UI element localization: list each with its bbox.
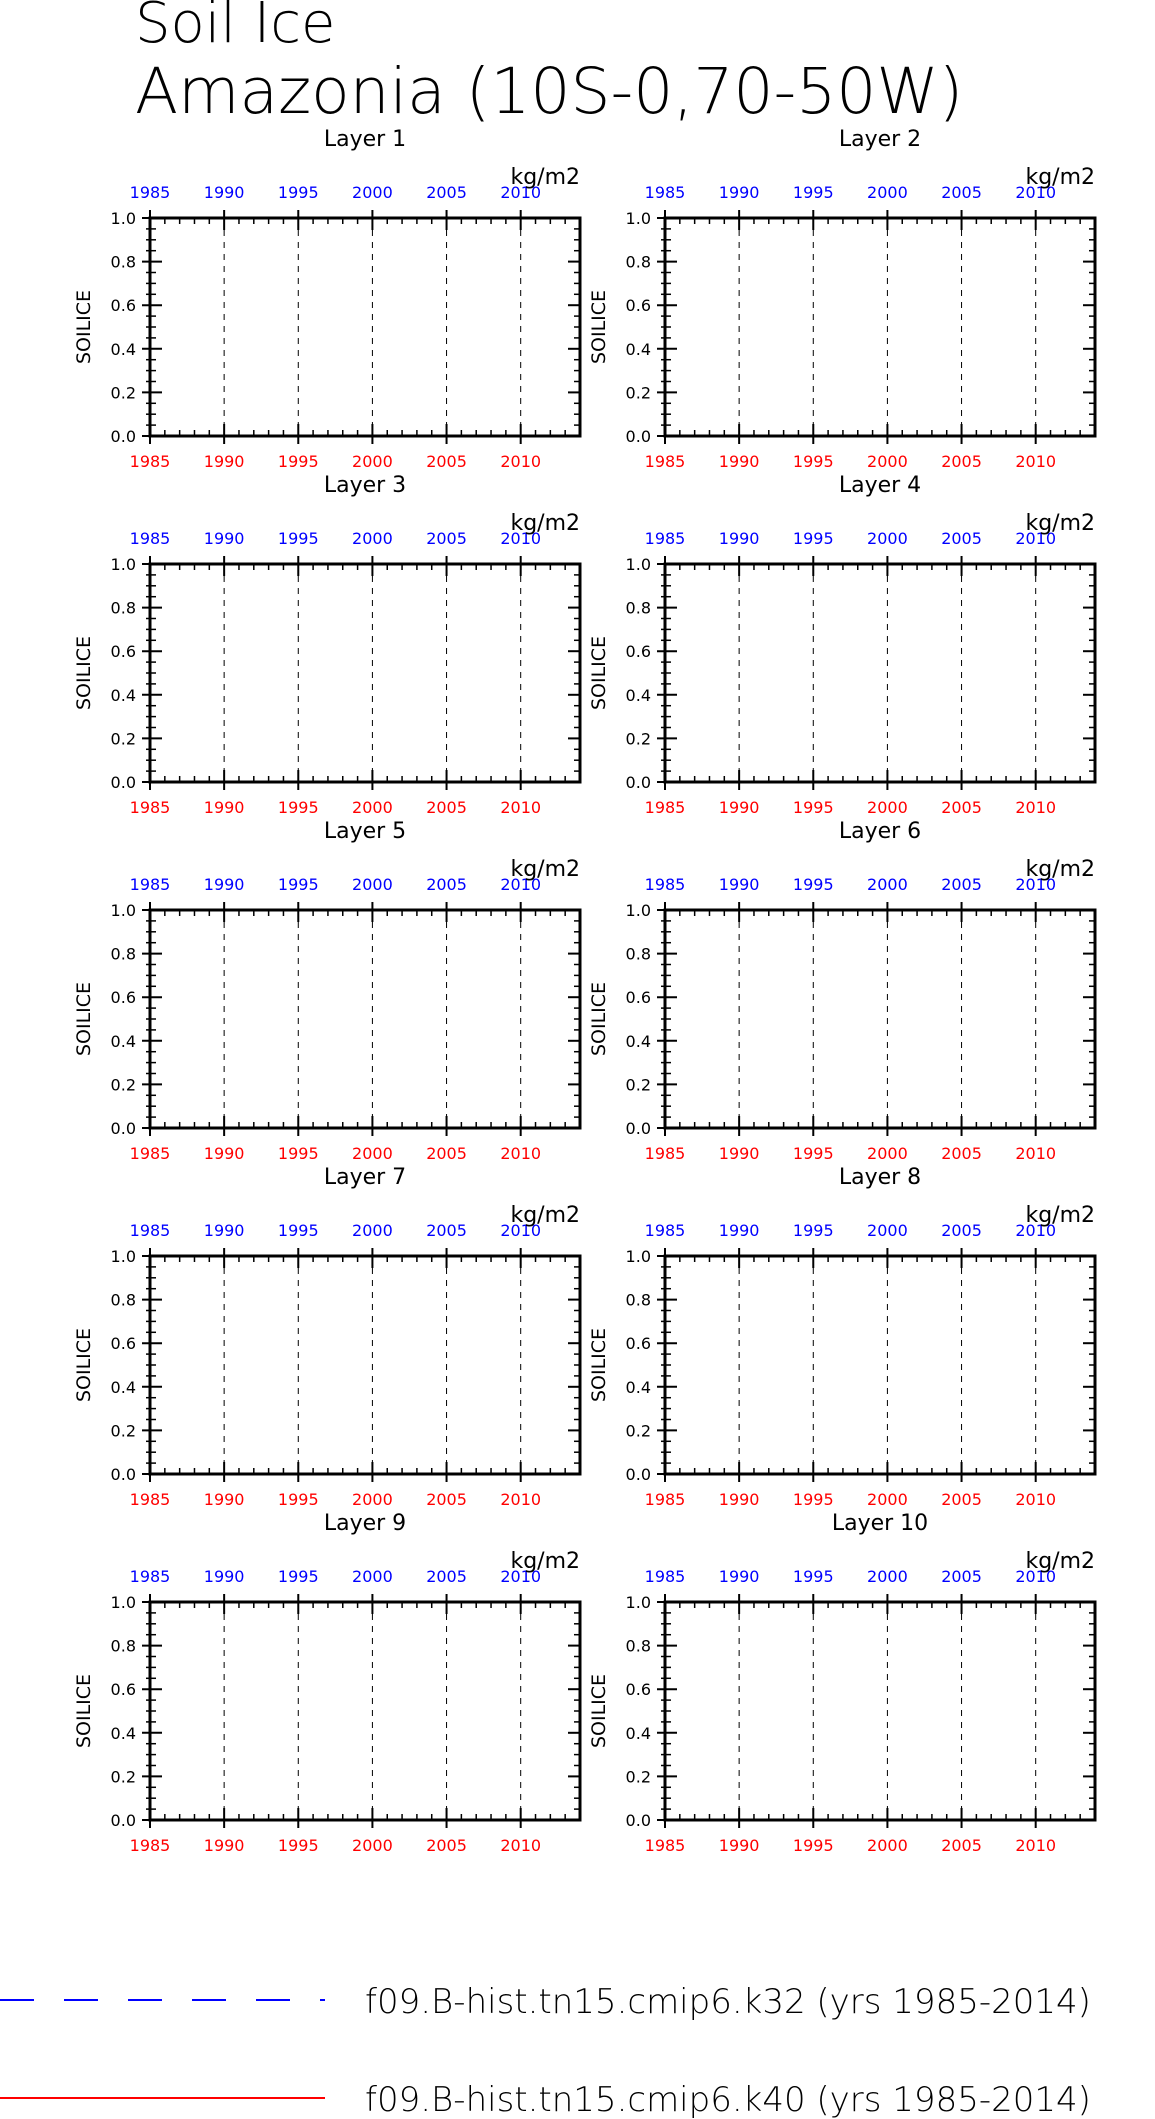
y-tick-label: 0.2 — [110, 1075, 136, 1095]
chart-panel-layer-9 — [73, 1511, 580, 1855]
x-tick-label-bottom: 1995 — [277, 798, 319, 817]
plot-frame — [150, 1256, 580, 1474]
legend-label: f09.B-hist.tn15.cmip6.k32 (yrs 1985-2014) — [365, 1982, 1091, 2022]
x-tick-label-bottom: 1990 — [203, 798, 245, 817]
chart-panel-layer-10 — [588, 1511, 1095, 1855]
panel-title: Layer 5 — [323, 819, 407, 844]
x-tick-label-top: 2005 — [941, 183, 982, 202]
units-label: kg/m2 — [510, 165, 580, 190]
y-tick-label: 0.6 — [625, 988, 651, 1008]
y-tick-label: 0.2 — [625, 1075, 651, 1095]
x-tick-label-bottom: 1995 — [277, 452, 319, 471]
y-tick-label: 0.0 — [625, 427, 651, 446]
x-tick-label-top: 2000 — [352, 1221, 393, 1240]
x-tick-label-bottom: 1995 — [792, 1144, 834, 1163]
x-tick-label-bottom: 2005 — [941, 798, 982, 817]
x-tick-label-top: 1990 — [203, 1221, 245, 1240]
x-tick-label-top: 1990 — [203, 875, 245, 894]
x-tick-label-top: 1990 — [203, 1567, 245, 1586]
figure-title-line1: Soil Ice — [135, 0, 336, 56]
x-tick-label-bottom: 1985 — [644, 1144, 686, 1163]
x-tick-label-top: 2000 — [352, 183, 393, 202]
x-tick-label-bottom: 2010 — [1015, 452, 1057, 471]
x-tick-label-top: 2005 — [426, 529, 467, 548]
x-tick-label-bottom: 1995 — [792, 452, 834, 471]
x-tick-label-top: 1990 — [718, 1221, 760, 1240]
x-tick-label-top: 2000 — [867, 1567, 908, 1586]
x-tick-label-bottom: 1995 — [792, 1490, 834, 1509]
x-tick-label-top: 1995 — [277, 1567, 319, 1586]
y-tick-label: 1.0 — [110, 555, 136, 574]
x-tick-label-bottom: 1990 — [203, 1836, 245, 1855]
panel-title: Layer 4 — [838, 473, 922, 498]
plot-frame — [150, 1602, 580, 1820]
x-tick-label-bottom: 1990 — [203, 452, 245, 471]
x-tick-label-top: 1995 — [277, 183, 319, 202]
y-tick-label: 0.4 — [110, 1723, 136, 1743]
x-tick-label-top: 2010 — [500, 875, 542, 894]
y-tick-label: 0.2 — [110, 1767, 136, 1787]
y-axis-label: SOILICE — [73, 1327, 95, 1403]
y-tick-label: 0.6 — [110, 988, 136, 1008]
y-tick-label: 0.8 — [110, 598, 136, 618]
y-tick-label: 0.0 — [625, 1811, 651, 1830]
panel-title: Layer 8 — [838, 1165, 922, 1190]
y-tick-label: 0.8 — [110, 1290, 136, 1310]
x-tick-label-bottom: 2000 — [867, 1490, 908, 1509]
y-tick-label: 0.6 — [110, 1334, 136, 1354]
figure-title-line2: Amazonia (10S-0,70-50W) — [135, 55, 964, 128]
panel-title: Layer 6 — [838, 819, 922, 844]
x-tick-label-top: 2010 — [1015, 1221, 1057, 1240]
plot-frame — [665, 1256, 1095, 1474]
x-tick-label-bottom: 2010 — [500, 1836, 542, 1855]
x-tick-label-bottom: 2010 — [1015, 798, 1057, 817]
y-axis-label: SOILICE — [73, 1673, 95, 1749]
y-tick-label: 0.6 — [625, 1334, 651, 1354]
y-tick-label: 0.2 — [110, 729, 136, 749]
y-tick-label: 0.4 — [110, 339, 136, 359]
y-tick-label: 0.2 — [625, 1767, 651, 1787]
y-tick-label: 0.4 — [625, 339, 651, 359]
y-tick-label: 0.8 — [110, 944, 136, 964]
y-tick-label: 1.0 — [625, 555, 651, 574]
x-tick-label-top: 1990 — [718, 183, 760, 202]
x-tick-label-top: 2000 — [352, 529, 393, 548]
x-tick-label-bottom: 1990 — [718, 452, 760, 471]
x-tick-label-top: 1985 — [644, 1567, 686, 1586]
x-tick-label-bottom: 2010 — [500, 1144, 542, 1163]
chart-panel-layer-6 — [588, 819, 1095, 1163]
y-tick-label: 0.8 — [625, 1636, 651, 1656]
x-tick-label-bottom: 2000 — [352, 1836, 393, 1855]
x-tick-label-top: 1985 — [644, 529, 686, 548]
x-tick-label-top: 1995 — [277, 1221, 319, 1240]
plot-frame — [665, 1602, 1095, 1820]
y-tick-label: 0.0 — [625, 1119, 651, 1138]
x-tick-label-top: 1985 — [129, 1221, 171, 1240]
x-tick-label-bottom: 2010 — [1015, 1836, 1057, 1855]
plot-frame — [150, 910, 580, 1128]
plot-frame — [665, 910, 1095, 1128]
x-tick-label-bottom: 1985 — [644, 1836, 686, 1855]
units-label: kg/m2 — [1025, 1203, 1095, 1228]
y-tick-label: 0.6 — [625, 296, 651, 316]
y-tick-label: 0.0 — [110, 1465, 136, 1484]
x-tick-label-top: 1990 — [203, 529, 245, 548]
y-tick-label: 1.0 — [625, 209, 651, 228]
x-tick-label-top: 2005 — [426, 1221, 467, 1240]
x-tick-label-top: 2010 — [1015, 875, 1057, 894]
chart-panel-layer-8 — [588, 1165, 1095, 1509]
panel-title: Layer 2 — [838, 127, 922, 152]
y-axis-label: SOILICE — [588, 1327, 610, 1403]
y-axis-label: SOILICE — [588, 981, 610, 1057]
x-tick-label-bottom: 2000 — [867, 452, 908, 471]
chart-panel-layer-7 — [73, 1165, 580, 1509]
x-tick-label-top: 2000 — [352, 1567, 393, 1586]
x-tick-label-top: 1995 — [792, 1221, 834, 1240]
y-tick-label: 0.0 — [625, 773, 651, 792]
x-tick-label-top: 2005 — [941, 1221, 982, 1240]
x-tick-label-bottom: 2010 — [500, 452, 542, 471]
y-axis-label: SOILICE — [588, 1673, 610, 1749]
x-tick-label-top: 1990 — [718, 875, 760, 894]
x-tick-label-top: 2010 — [1015, 1567, 1057, 1586]
x-tick-label-top: 2000 — [867, 529, 908, 548]
x-tick-label-bottom: 2005 — [941, 1836, 982, 1855]
y-tick-label: 0.0 — [110, 1811, 136, 1830]
y-tick-label: 0.4 — [625, 1377, 651, 1397]
y-axis-label: SOILICE — [73, 635, 95, 711]
x-tick-label-bottom: 2000 — [352, 1490, 393, 1509]
x-tick-label-top: 2005 — [426, 875, 467, 894]
y-tick-label: 0.0 — [110, 1119, 136, 1138]
chart-panel-layer-3 — [73, 473, 580, 817]
y-tick-label: 0.4 — [625, 1031, 651, 1051]
x-tick-label-bottom: 2010 — [1015, 1490, 1057, 1509]
x-tick-label-top: 2010 — [500, 183, 542, 202]
x-tick-label-bottom: 1995 — [277, 1490, 319, 1509]
y-tick-label: 0.8 — [625, 944, 651, 964]
y-tick-label: 0.4 — [625, 1723, 651, 1743]
y-axis-label: SOILICE — [73, 289, 95, 365]
x-tick-label-bottom: 2005 — [426, 1490, 467, 1509]
y-tick-label: 1.0 — [625, 1247, 651, 1266]
y-tick-label: 0.0 — [625, 1465, 651, 1484]
x-tick-label-top: 1985 — [129, 183, 171, 202]
units-label: kg/m2 — [1025, 511, 1095, 536]
x-tick-label-top: 2010 — [500, 529, 542, 548]
panel-title: Layer 3 — [323, 473, 407, 498]
x-tick-label-bottom: 1985 — [644, 798, 686, 817]
y-tick-label: 0.6 — [110, 642, 136, 662]
x-tick-label-top: 1995 — [277, 529, 319, 548]
y-tick-label: 0.8 — [625, 252, 651, 272]
x-tick-label-bottom: 2000 — [352, 452, 393, 471]
x-tick-label-top: 2010 — [1015, 529, 1057, 548]
units-label: kg/m2 — [1025, 165, 1095, 190]
y-tick-label: 0.0 — [110, 773, 136, 792]
x-tick-label-bottom: 1985 — [644, 1490, 686, 1509]
y-tick-label: 1.0 — [625, 1593, 651, 1612]
y-axis-label: SOILICE — [73, 981, 95, 1057]
units-label: kg/m2 — [1025, 1549, 1095, 1574]
x-tick-label-top: 1995 — [792, 183, 834, 202]
x-tick-label-bottom: 1995 — [792, 1836, 834, 1855]
x-tick-label-top: 1995 — [277, 875, 319, 894]
x-tick-label-bottom: 2005 — [426, 798, 467, 817]
y-tick-label: 0.2 — [625, 729, 651, 749]
x-tick-label-top: 2005 — [941, 875, 982, 894]
x-tick-label-bottom: 2005 — [426, 452, 467, 471]
x-tick-label-top: 2005 — [941, 1567, 982, 1586]
x-tick-label-top: 1995 — [792, 875, 834, 894]
x-tick-label-top: 2010 — [500, 1221, 542, 1240]
panels-group — [73, 127, 1095, 1855]
units-label: kg/m2 — [510, 1203, 580, 1228]
x-tick-label-top: 1985 — [129, 1567, 171, 1586]
y-axis-label: SOILICE — [588, 289, 610, 365]
legend-label: f09.B-hist.tn15.cmip6.k40 (yrs 1985-2014) — [365, 2080, 1091, 2119]
x-tick-label-bottom: 1990 — [203, 1144, 245, 1163]
x-tick-label-top: 2000 — [867, 183, 908, 202]
y-tick-label: 0.2 — [625, 383, 651, 403]
panel-title: Layer 1 — [323, 127, 407, 152]
x-tick-label-bottom: 2005 — [426, 1836, 467, 1855]
x-tick-label-top: 1985 — [129, 875, 171, 894]
chart-panel-layer-2 — [588, 127, 1095, 471]
x-tick-label-bottom: 2005 — [426, 1144, 467, 1163]
x-tick-label-bottom: 2010 — [1015, 1144, 1057, 1163]
panel-title: Layer 10 — [831, 1511, 929, 1536]
x-tick-label-bottom: 1985 — [129, 1836, 171, 1855]
y-tick-label: 0.8 — [625, 1290, 651, 1310]
x-tick-label-bottom: 1985 — [129, 798, 171, 817]
x-tick-label-top: 2010 — [1015, 183, 1057, 202]
x-tick-label-bottom: 2005 — [941, 1490, 982, 1509]
chart-panel-layer-4 — [588, 473, 1095, 817]
chart-panel-layer-5 — [73, 819, 580, 1163]
y-tick-label: 0.2 — [625, 1421, 651, 1441]
x-tick-label-top: 1985 — [644, 1221, 686, 1240]
x-tick-label-bottom: 1985 — [644, 452, 686, 471]
x-tick-label-bottom: 1990 — [718, 1144, 760, 1163]
x-tick-label-bottom: 2005 — [941, 452, 982, 471]
x-tick-label-top: 2000 — [352, 875, 393, 894]
x-tick-label-top: 2000 — [867, 1221, 908, 1240]
x-tick-label-top: 1995 — [792, 1567, 834, 1586]
x-tick-label-top: 2005 — [426, 183, 467, 202]
plot-frame — [665, 218, 1095, 436]
x-tick-label-bottom: 1990 — [203, 1490, 245, 1509]
y-axis-label: SOILICE — [588, 635, 610, 711]
x-tick-label-top: 1990 — [718, 1567, 760, 1586]
x-tick-label-bottom: 2005 — [941, 1144, 982, 1163]
y-tick-label: 0.0 — [110, 427, 136, 446]
plot-frame — [665, 564, 1095, 782]
x-tick-label-bottom: 2000 — [867, 798, 908, 817]
units-label: kg/m2 — [510, 511, 580, 536]
x-tick-label-top: 2005 — [426, 1567, 467, 1586]
units-label: kg/m2 — [510, 1549, 580, 1574]
x-tick-label-top: 1995 — [792, 529, 834, 548]
panel-title: Layer 9 — [323, 1511, 407, 1536]
x-tick-label-top: 2010 — [500, 1567, 542, 1586]
x-tick-label-bottom: 1990 — [718, 798, 760, 817]
plot-frame — [150, 564, 580, 782]
y-tick-label: 1.0 — [110, 901, 136, 920]
x-tick-label-bottom: 2000 — [867, 1144, 908, 1163]
x-tick-label-top: 1985 — [644, 183, 686, 202]
x-tick-label-bottom: 1985 — [129, 1144, 171, 1163]
panel-title: Layer 7 — [323, 1165, 407, 1190]
y-tick-label: 1.0 — [110, 1593, 136, 1612]
y-tick-label: 1.0 — [110, 209, 136, 228]
y-tick-label: 0.4 — [110, 1031, 136, 1051]
y-tick-label: 1.0 — [625, 901, 651, 920]
x-tick-label-bottom: 1985 — [129, 1490, 171, 1509]
x-tick-label-top: 1990 — [718, 529, 760, 548]
y-tick-label: 0.6 — [625, 642, 651, 662]
x-tick-label-bottom: 1985 — [129, 452, 171, 471]
x-tick-label-bottom: 2000 — [352, 1144, 393, 1163]
y-tick-label: 0.6 — [110, 296, 136, 316]
x-tick-label-bottom: 1990 — [718, 1490, 760, 1509]
units-label: kg/m2 — [510, 857, 580, 882]
y-tick-label: 0.4 — [625, 685, 651, 705]
legend-item-1 — [0, 1982, 1091, 2022]
y-tick-label: 0.4 — [110, 1377, 136, 1397]
x-tick-label-bottom: 2010 — [500, 798, 542, 817]
x-tick-label-top: 1985 — [129, 529, 171, 548]
chart-panel-layer-1 — [73, 127, 580, 471]
x-tick-label-bottom: 2010 — [500, 1490, 542, 1509]
units-label: kg/m2 — [1025, 857, 1095, 882]
y-tick-label: 0.6 — [625, 1680, 651, 1700]
x-tick-label-top: 1990 — [203, 183, 245, 202]
x-tick-label-bottom: 2000 — [867, 1836, 908, 1855]
legend-item-2 — [0, 2080, 1091, 2119]
legend — [0, 1982, 1091, 2119]
x-tick-label-bottom: 2000 — [352, 798, 393, 817]
y-tick-label: 1.0 — [110, 1247, 136, 1266]
x-tick-label-bottom: 1995 — [792, 798, 834, 817]
y-tick-label: 0.2 — [110, 1421, 136, 1441]
x-tick-label-top: 1985 — [644, 875, 686, 894]
y-tick-label: 0.8 — [625, 598, 651, 618]
y-tick-label: 0.8 — [110, 1636, 136, 1656]
y-tick-label: 0.2 — [110, 383, 136, 403]
x-tick-label-top: 2005 — [941, 529, 982, 548]
plot-frame — [150, 218, 580, 436]
x-tick-label-bottom: 1990 — [718, 1836, 760, 1855]
x-tick-label-top: 2000 — [867, 875, 908, 894]
x-tick-label-bottom: 1995 — [277, 1144, 319, 1163]
x-tick-label-bottom: 1995 — [277, 1836, 319, 1855]
y-tick-label: 0.4 — [110, 685, 136, 705]
y-tick-label: 0.8 — [110, 252, 136, 272]
y-tick-label: 0.6 — [110, 1680, 136, 1700]
